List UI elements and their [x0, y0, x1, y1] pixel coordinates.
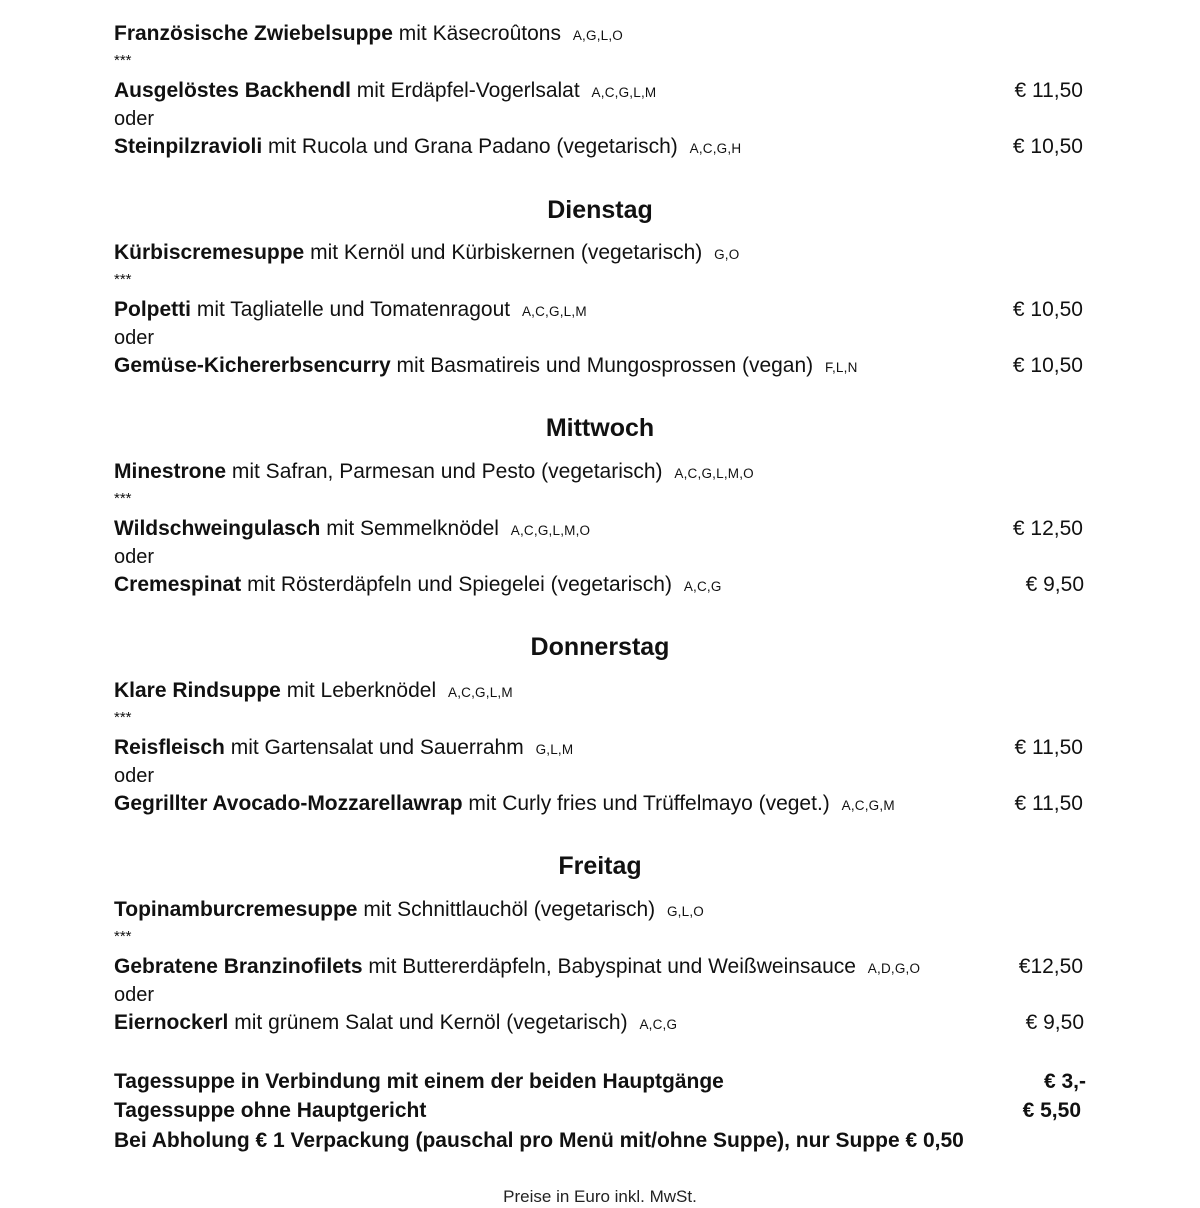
- allergen-codes: A,C,G,H: [689, 141, 742, 156]
- soup-with-main-price: € 3,-: [1043, 1070, 1086, 1093]
- allergen-codes: A,C,G: [639, 1017, 678, 1032]
- day4-main-1: [114, 735, 573, 763]
- dish-description: mit Rösterdäpfeln und Spiegelei (vegetarisch): [247, 573, 672, 596]
- day4-main-2: [114, 791, 895, 819]
- day3-main-1-price: € 12,50: [1012, 517, 1083, 540]
- soup-only-label: Tagessuppe ohne Hauptgericht: [114, 1099, 427, 1122]
- course-separator: ***: [114, 271, 132, 288]
- dish-name: Topinamburcremesuppe: [114, 898, 358, 921]
- dish-description: mit Curly fries und Trüffelmayo (veget.): [468, 792, 830, 815]
- day4-main-1-price: € 11,50: [1014, 736, 1083, 759]
- dish-description: mit Rucola und Grana Padano (vegetarisch): [268, 135, 678, 158]
- dish-description: mit Kernöl und Kürbiskernen (vegetarisch): [310, 241, 703, 264]
- allergen-codes: G,L,M: [535, 742, 574, 757]
- dish-name: Eiernockerl: [114, 1011, 229, 1034]
- allergen-codes: G,O: [714, 247, 740, 262]
- day5-main-2: [114, 1010, 677, 1038]
- allergen-codes: A,C,G,L,M,O: [510, 523, 591, 538]
- dish-name: Minestrone: [114, 460, 227, 483]
- or-label: oder: [114, 327, 155, 349]
- dish-description: mit Basmatireis und Mungosprossen (vegan): [396, 354, 814, 377]
- allergen-codes: F,L,N: [825, 360, 858, 375]
- dish-description: mit Erdäpfel-Vogerlsalat: [356, 79, 580, 102]
- or-label: oder: [114, 765, 155, 787]
- course-separator: ***: [114, 52, 132, 69]
- day5-soup: [114, 897, 704, 925]
- price-footer-note: Preise in Euro inkl. MwSt.: [503, 1187, 697, 1206]
- day1-main-1: [114, 78, 656, 106]
- dish-description: mit Schnittlauchöl (vegetarisch): [363, 898, 656, 921]
- day5-main-2-price: € 9,50: [1025, 1011, 1084, 1034]
- dish-description: mit Safran, Parmesan und Pesto (vegetarisch): [231, 460, 663, 483]
- dish-name: Ausgelöstes Backhendl: [114, 79, 351, 102]
- day4-soup: [114, 678, 513, 706]
- dish-name: Cremespinat: [114, 573, 242, 596]
- day3-main-2: [114, 572, 722, 600]
- or-label: oder: [114, 546, 155, 568]
- allergen-codes: G,L,O: [666, 904, 704, 919]
- day3-main-2-price: € 9,50: [1025, 573, 1084, 596]
- dish-description: mit Käsecroûtons: [398, 22, 561, 45]
- allergen-codes: A,C,G: [683, 579, 722, 594]
- allergen-codes: A,C,G,L,M: [521, 304, 587, 319]
- dish-description: mit Leberknödel: [286, 679, 437, 702]
- dish-description: mit Semmelknödel: [326, 517, 499, 540]
- dish-description: mit Tagliatelle und Tomatenragout: [196, 298, 511, 321]
- day-heading-dienstag: Dienstag: [547, 196, 653, 224]
- allergen-codes: A,G,L,O: [572, 28, 624, 43]
- soup-with-main-label: Tagessuppe in Verbindung mit einem der beiden Hauptgänge: [114, 1070, 724, 1093]
- soup-only-price: € 5,50: [1022, 1099, 1081, 1122]
- or-label: oder: [114, 984, 155, 1006]
- dish-description: mit grünem Salat und Kernöl (vegetarisch): [234, 1011, 628, 1034]
- day1-main-1-price: € 11,50: [1014, 79, 1083, 102]
- dish-name: Klare Rindsuppe: [114, 679, 281, 702]
- day5-main-1-price: €12,50: [1018, 955, 1083, 978]
- dish-name: Französische Zwiebelsuppe: [114, 22, 393, 45]
- day5-main-1: [114, 954, 920, 982]
- allergen-codes: A,C,G,L,M: [591, 85, 657, 100]
- allergen-codes: A,D,G,O: [867, 961, 921, 976]
- day2-main-1-price: € 10,50: [1012, 298, 1083, 321]
- day1-main-2-price: € 10,50: [1012, 135, 1083, 158]
- dish-description: mit Buttererdäpfeln, Babyspinat und Weißweinsauce: [368, 955, 856, 978]
- pickup-packaging-note: Bei Abholung € 1 Verpackung (pauschal pro Menü mit/ohne Suppe), nur Suppe € 0,50: [114, 1129, 964, 1152]
- allergen-codes: A,C,G,L,M,O: [674, 466, 754, 481]
- course-separator: ***: [114, 490, 132, 507]
- allergen-codes: A,C,G,L,M: [447, 685, 513, 700]
- day2-main-2-price: € 10,50: [1012, 354, 1083, 377]
- course-separator: ***: [114, 709, 132, 726]
- day2-soup: [114, 240, 739, 268]
- day3-soup: [114, 459, 754, 487]
- allergen-codes: A,C,G,M: [841, 798, 895, 813]
- dish-name: Gebratene Branzinofilets: [114, 955, 363, 978]
- day2-main-2: [114, 353, 858, 381]
- day-heading-donnerstag: Donnerstag: [530, 633, 670, 661]
- day-heading-mittwoch: Mittwoch: [545, 414, 655, 442]
- day4-main-2-price: € 11,50: [1014, 792, 1083, 815]
- day3-main-1: [114, 516, 590, 544]
- dish-name: Gemüse-Kichererbsencurry: [114, 354, 391, 377]
- dish-name: Kürbiscremesuppe: [114, 241, 305, 264]
- day1-soup: [114, 21, 623, 49]
- dish-name: Polpetti: [114, 298, 191, 321]
- course-separator: ***: [114, 928, 132, 945]
- day-heading-freitag: Freitag: [558, 852, 642, 880]
- dish-name: Reisfleisch: [114, 736, 225, 759]
- or-label: oder: [114, 108, 155, 130]
- dish-description: mit Gartensalat und Sauerrahm: [230, 736, 524, 759]
- dish-name: Steinpilzravioli: [114, 135, 263, 158]
- day2-main-1: [114, 297, 587, 325]
- day1-main-2: [114, 134, 741, 162]
- dish-name: Gegrillter Avocado-Mozzarellawrap: [114, 792, 463, 815]
- dish-name: Wildschweingulasch: [114, 517, 321, 540]
